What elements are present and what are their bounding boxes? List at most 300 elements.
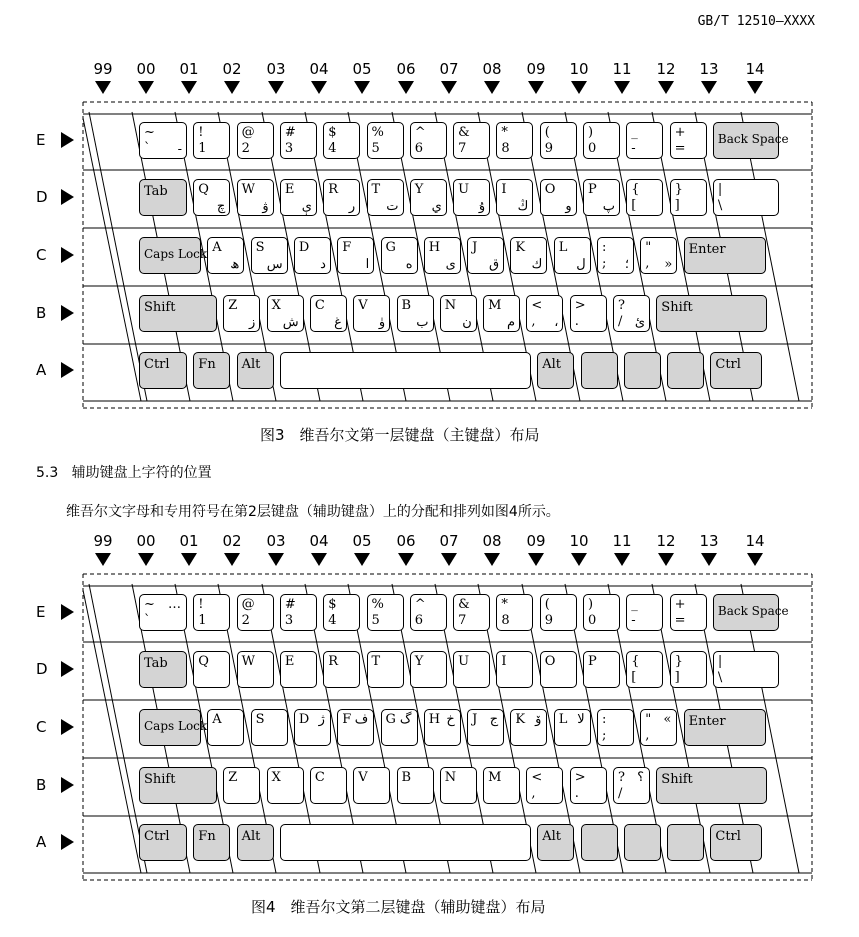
key-legend: D [298,240,310,255]
key[interactable] [670,179,707,216]
column-number: 02 [222,60,242,78]
key[interactable] [294,237,331,274]
key[interactable] [139,352,187,389]
key-legend: ت [386,199,399,214]
key[interactable] [367,179,404,216]
key[interactable] [583,122,620,159]
column-number: 01 [179,532,199,550]
row-arrow-icon [61,661,74,677]
key-legend: P [588,182,597,197]
key[interactable] [667,352,704,389]
key-legend: ئ [634,315,645,330]
key-legend: ف [354,712,369,727]
key-legend: 5 [371,613,380,628]
row-label: D [36,188,48,206]
key[interactable] [656,767,767,804]
column-number: 12 [656,532,676,550]
key-legend: | [717,182,723,197]
key[interactable] [640,237,677,274]
key-legend: ` [144,141,151,156]
key-legend: X [271,298,281,313]
key-legend: لا [577,712,585,727]
column-arrow-icon [311,81,327,94]
key[interactable] [237,122,274,159]
key[interactable] [710,824,762,861]
key[interactable] [139,122,187,159]
row-label: B [36,776,47,794]
key[interactable] [453,179,490,216]
key[interactable] [540,594,577,631]
key-legend: > [574,770,586,785]
key-legend: - [177,142,182,157]
column-number: 00 [136,60,156,78]
key[interactable] [367,594,404,631]
key[interactable] [410,594,447,631]
key-legend: _ [631,597,638,612]
key[interactable] [294,709,331,746]
row-arrow-icon [61,719,74,735]
key[interactable] [310,767,347,804]
space-key[interactable] [280,352,531,389]
key[interactable] [526,295,563,332]
row-arrow-icon [61,777,74,793]
key-legend: 3 [284,141,294,156]
key[interactable] [597,237,634,274]
key[interactable] [640,709,677,746]
key[interactable] [684,709,766,746]
column-arrow-icon [571,553,587,566]
key[interactable] [440,295,477,332]
column-number: 07 [439,532,459,550]
key-legend: , [645,728,650,743]
key[interactable] [667,824,704,861]
key-legend: \ [717,198,723,213]
key-legend: … [168,597,181,612]
column-arrow-icon [138,81,154,94]
key[interactable] [267,767,304,804]
key[interactable] [139,824,187,861]
column-number: 06 [396,532,416,550]
key[interactable] [280,651,317,688]
key[interactable] [583,651,620,688]
key[interactable] [613,767,650,804]
row-arrow-icon [61,132,74,148]
key-legend: F [342,712,352,727]
key-legend: H [428,240,441,255]
key[interactable] [540,122,577,159]
keyboard-layout-figure-4 [0,532,859,927]
key-legend: ؛ [624,257,629,272]
key-legend: Ctrl [144,829,170,844]
key[interactable] [526,767,563,804]
key[interactable] [510,237,547,274]
key-legend: ش [282,315,299,330]
key[interactable] [581,352,618,389]
key[interactable] [193,122,230,159]
key[interactable] [381,237,418,274]
key[interactable] [193,824,230,861]
key[interactable] [670,594,707,631]
column-number: 99 [93,60,113,78]
key[interactable] [237,594,274,631]
key[interactable] [193,352,230,389]
key[interactable] [139,594,187,631]
key-legend: S [255,712,265,727]
row-arrow-icon [61,604,74,620]
key-legend: پ [602,199,615,214]
key-legend: D [298,712,310,727]
key-legend: 2 [241,613,250,628]
key-legend: J [472,712,478,727]
column-number: 10 [569,532,589,550]
key[interactable] [597,709,634,746]
key[interactable] [496,651,533,688]
key-legend: N [444,770,457,785]
key[interactable] [713,651,779,688]
key-legend: 4 [328,613,337,628]
key[interactable] [626,651,663,688]
key[interactable] [323,594,360,631]
key[interactable] [537,824,574,861]
key-legend: } [674,182,683,197]
standard-number: GB/T 12510—XXXX [697,14,815,29]
column-arrow-icon [398,81,414,94]
key-legend: - [631,141,636,156]
key-legend: Alt [542,829,561,844]
key[interactable] [207,237,244,274]
key[interactable] [310,295,347,332]
key[interactable] [713,122,789,159]
key-legend: U [458,182,470,197]
key[interactable] [583,594,620,631]
key-legend: % [371,125,384,140]
key-legend: , [531,786,536,801]
key[interactable] [496,594,533,631]
key[interactable] [251,237,288,274]
key-legend: V [358,298,368,313]
key[interactable] [467,709,504,746]
column-number: 03 [266,60,286,78]
key-legend: I [501,654,507,669]
column-number: 05 [352,60,372,78]
key[interactable] [367,122,404,159]
key-legend: < [531,770,543,785]
key[interactable] [453,594,490,631]
key[interactable] [251,709,288,746]
column-arrow-icon [354,81,370,94]
key-legend: } [674,654,683,669]
key[interactable] [670,651,707,688]
key[interactable] [397,767,434,804]
column-number: 11 [612,60,632,78]
column-number: 14 [745,60,765,78]
key[interactable] [554,709,591,746]
grid-line [83,590,141,873]
key-legend: Tab [144,184,168,199]
key[interactable] [581,824,618,861]
key-legend: U [458,654,470,669]
keyboard-layout-figure-3 [0,60,859,455]
column-arrow-icon [484,553,500,566]
key-legend: ۋ [262,199,269,214]
key-legend: R [328,182,338,197]
key[interactable] [656,295,767,332]
column-arrow-icon [484,81,500,94]
key[interactable] [139,709,208,746]
key-legend: ژ [318,712,325,727]
key[interactable] [537,352,574,389]
column-number: 09 [526,532,546,550]
row-label: C [36,718,47,736]
key-legend: C [314,770,325,785]
key-legend: ^ [414,597,426,612]
row-arrow-icon [61,247,74,263]
key[interactable] [323,122,360,159]
key-legend: چ [216,199,226,214]
key[interactable] [139,237,208,274]
key-legend: A [212,240,222,255]
key-legend: « [663,712,672,727]
key-legend: & [458,597,470,612]
figure-3-caption: 图3 维吾尔文第一层键盘（主键盘）布局 [260,426,540,444]
key[interactable] [453,122,490,159]
key[interactable] [684,237,766,274]
key[interactable] [337,709,374,746]
column-arrow-icon [614,553,630,566]
key-legend: . [574,786,579,801]
key[interactable] [237,824,274,861]
key[interactable] [323,179,360,216]
key[interactable] [713,594,789,631]
column-number: 08 [482,60,502,78]
key[interactable] [467,237,504,274]
key-legend: ` [144,613,151,628]
key-legend: ~ [144,597,155,612]
key-legend: ق [489,257,500,272]
key[interactable] [540,179,577,216]
key-legend: , [531,314,536,329]
key-legend: ك [531,257,543,272]
key-legend: X [271,770,281,785]
key-legend: A [212,712,222,727]
key[interactable] [424,709,461,746]
figure-4-caption: 图4 维吾尔文第二层键盘（辅助键盘）布局 [251,898,546,916]
key[interactable] [237,179,274,216]
section-paragraph: 维吾尔文字母和专用符号在第2层键盘（辅助键盘）上的分配和排列如图4所示。 [66,504,560,520]
key-legend: O [544,182,556,197]
key[interactable] [139,179,187,216]
key-legend: ر [348,199,356,214]
space-key[interactable] [280,824,531,861]
key[interactable] [193,179,230,216]
key[interactable] [237,651,274,688]
key[interactable] [337,237,374,274]
key-legend: ( [544,125,550,140]
key[interactable] [570,767,607,804]
row-label: D [36,660,48,678]
key-legend: G [385,712,396,727]
key[interactable] [410,651,447,688]
key-legend: Alt [542,357,561,372]
key-legend: ۇ [478,199,486,214]
column-arrow-icon [441,81,457,94]
key[interactable] [626,594,663,631]
key-legend: | [717,654,723,669]
key-legend: = [674,141,686,156]
key-legend: > [574,298,586,313]
key[interactable] [139,767,217,804]
key-legend: Alt [241,357,261,372]
column-arrow-icon [95,81,111,94]
key[interactable] [483,295,520,332]
grid-line [83,118,141,401]
row-label: A [36,833,47,851]
column-number: 03 [266,532,286,550]
key-legend: 0 [588,141,597,156]
column-number: 13 [699,60,719,78]
key-legend: 4 [328,141,337,156]
key[interactable] [353,767,390,804]
key-legend: $ [328,597,337,612]
key[interactable] [713,179,779,216]
key-legend: ] [674,670,680,685]
key-legend: ) [588,125,594,140]
key[interactable] [223,767,260,804]
key-legend: K [515,712,526,727]
key-legend: 6 [414,613,424,628]
column-number: 04 [309,60,329,78]
key[interactable] [193,651,230,688]
key[interactable] [496,179,533,216]
key[interactable] [440,767,477,804]
key[interactable] [223,295,260,332]
key-legend: , [645,256,650,271]
column-arrow-icon [181,81,197,94]
key[interactable] [424,237,461,274]
key-legend: 9 [544,141,553,156]
column-number: 00 [136,532,156,550]
key[interactable] [139,651,187,688]
key-legend: R [328,654,338,669]
key-legend: و [565,199,572,214]
key-legend: _ [631,125,638,140]
row-label: E [36,131,46,149]
key-legend: 9 [544,613,553,628]
key[interactable] [410,179,447,216]
key[interactable] [280,122,317,159]
key-legend: % [371,597,384,612]
key-legend: Q [198,654,209,669]
key[interactable] [624,352,661,389]
key-legend: P [588,654,597,669]
key-legend: = [674,613,686,628]
key[interactable] [510,709,547,746]
key[interactable] [626,122,663,159]
column-number: 01 [179,60,199,78]
key[interactable] [613,295,650,332]
key-legend: 8 [501,141,510,156]
key[interactable] [381,709,418,746]
key-legend: ( [544,597,550,612]
column-arrow-icon [528,81,544,94]
key-legend: * [501,597,508,612]
key-legend: * [501,125,508,140]
key-legend: Y [414,654,424,669]
key-legend: 1 [198,613,207,628]
column-arrow-icon [138,553,154,566]
key[interactable] [453,651,490,688]
key[interactable] [670,122,707,159]
key-legend: L [558,240,568,255]
key[interactable] [570,295,607,332]
key-legend: W [241,182,255,197]
key[interactable] [540,651,577,688]
key[interactable] [193,594,230,631]
column-arrow-icon [441,553,457,566]
column-arrow-icon [658,553,674,566]
key[interactable] [626,179,663,216]
row-label: E [36,603,46,621]
key[interactable] [139,295,217,332]
column-arrow-icon [224,553,240,566]
key-legend: H [428,712,441,727]
key[interactable] [397,295,434,332]
key-legend: ; [602,728,607,743]
key-legend: E [284,654,295,669]
key[interactable] [353,295,390,332]
column-arrow-icon [224,81,240,94]
key-legend: س [266,257,283,272]
key[interactable] [207,709,244,746]
key-legend: ن [462,315,472,330]
column-arrow-icon [311,553,327,566]
key[interactable] [554,237,591,274]
key-legend: . [574,314,579,329]
key-legend: Fn [198,829,216,844]
key-legend: د [320,257,326,272]
key[interactable] [496,122,533,159]
key-legend: 8 [501,613,510,628]
key-legend: 0 [588,613,597,628]
key-legend: ى [445,257,456,272]
key[interactable] [710,352,762,389]
key-legend: Shift [144,300,176,315]
key[interactable] [483,767,520,804]
key-legend: M [488,770,502,785]
row-label: A [36,361,47,379]
key-legend: 5 [371,141,380,156]
key[interactable] [624,824,661,861]
key[interactable] [237,352,274,389]
key-legend: 7 [458,141,467,156]
key[interactable] [583,179,620,216]
key-legend: Shift [661,772,693,787]
key-legend: ز [249,315,256,330]
key-legend: V [358,770,368,785]
key-legend: ؟ [637,770,644,785]
key[interactable] [280,179,317,216]
key[interactable] [267,295,304,332]
key[interactable] [410,122,447,159]
key-legend: # [284,125,296,140]
key[interactable] [323,651,360,688]
key[interactable] [367,651,404,688]
key-legend: 7 [458,613,467,628]
key-legend: E [284,182,295,197]
column-number: 13 [699,532,719,550]
key-legend: N [444,298,457,313]
key[interactable] [280,594,317,631]
